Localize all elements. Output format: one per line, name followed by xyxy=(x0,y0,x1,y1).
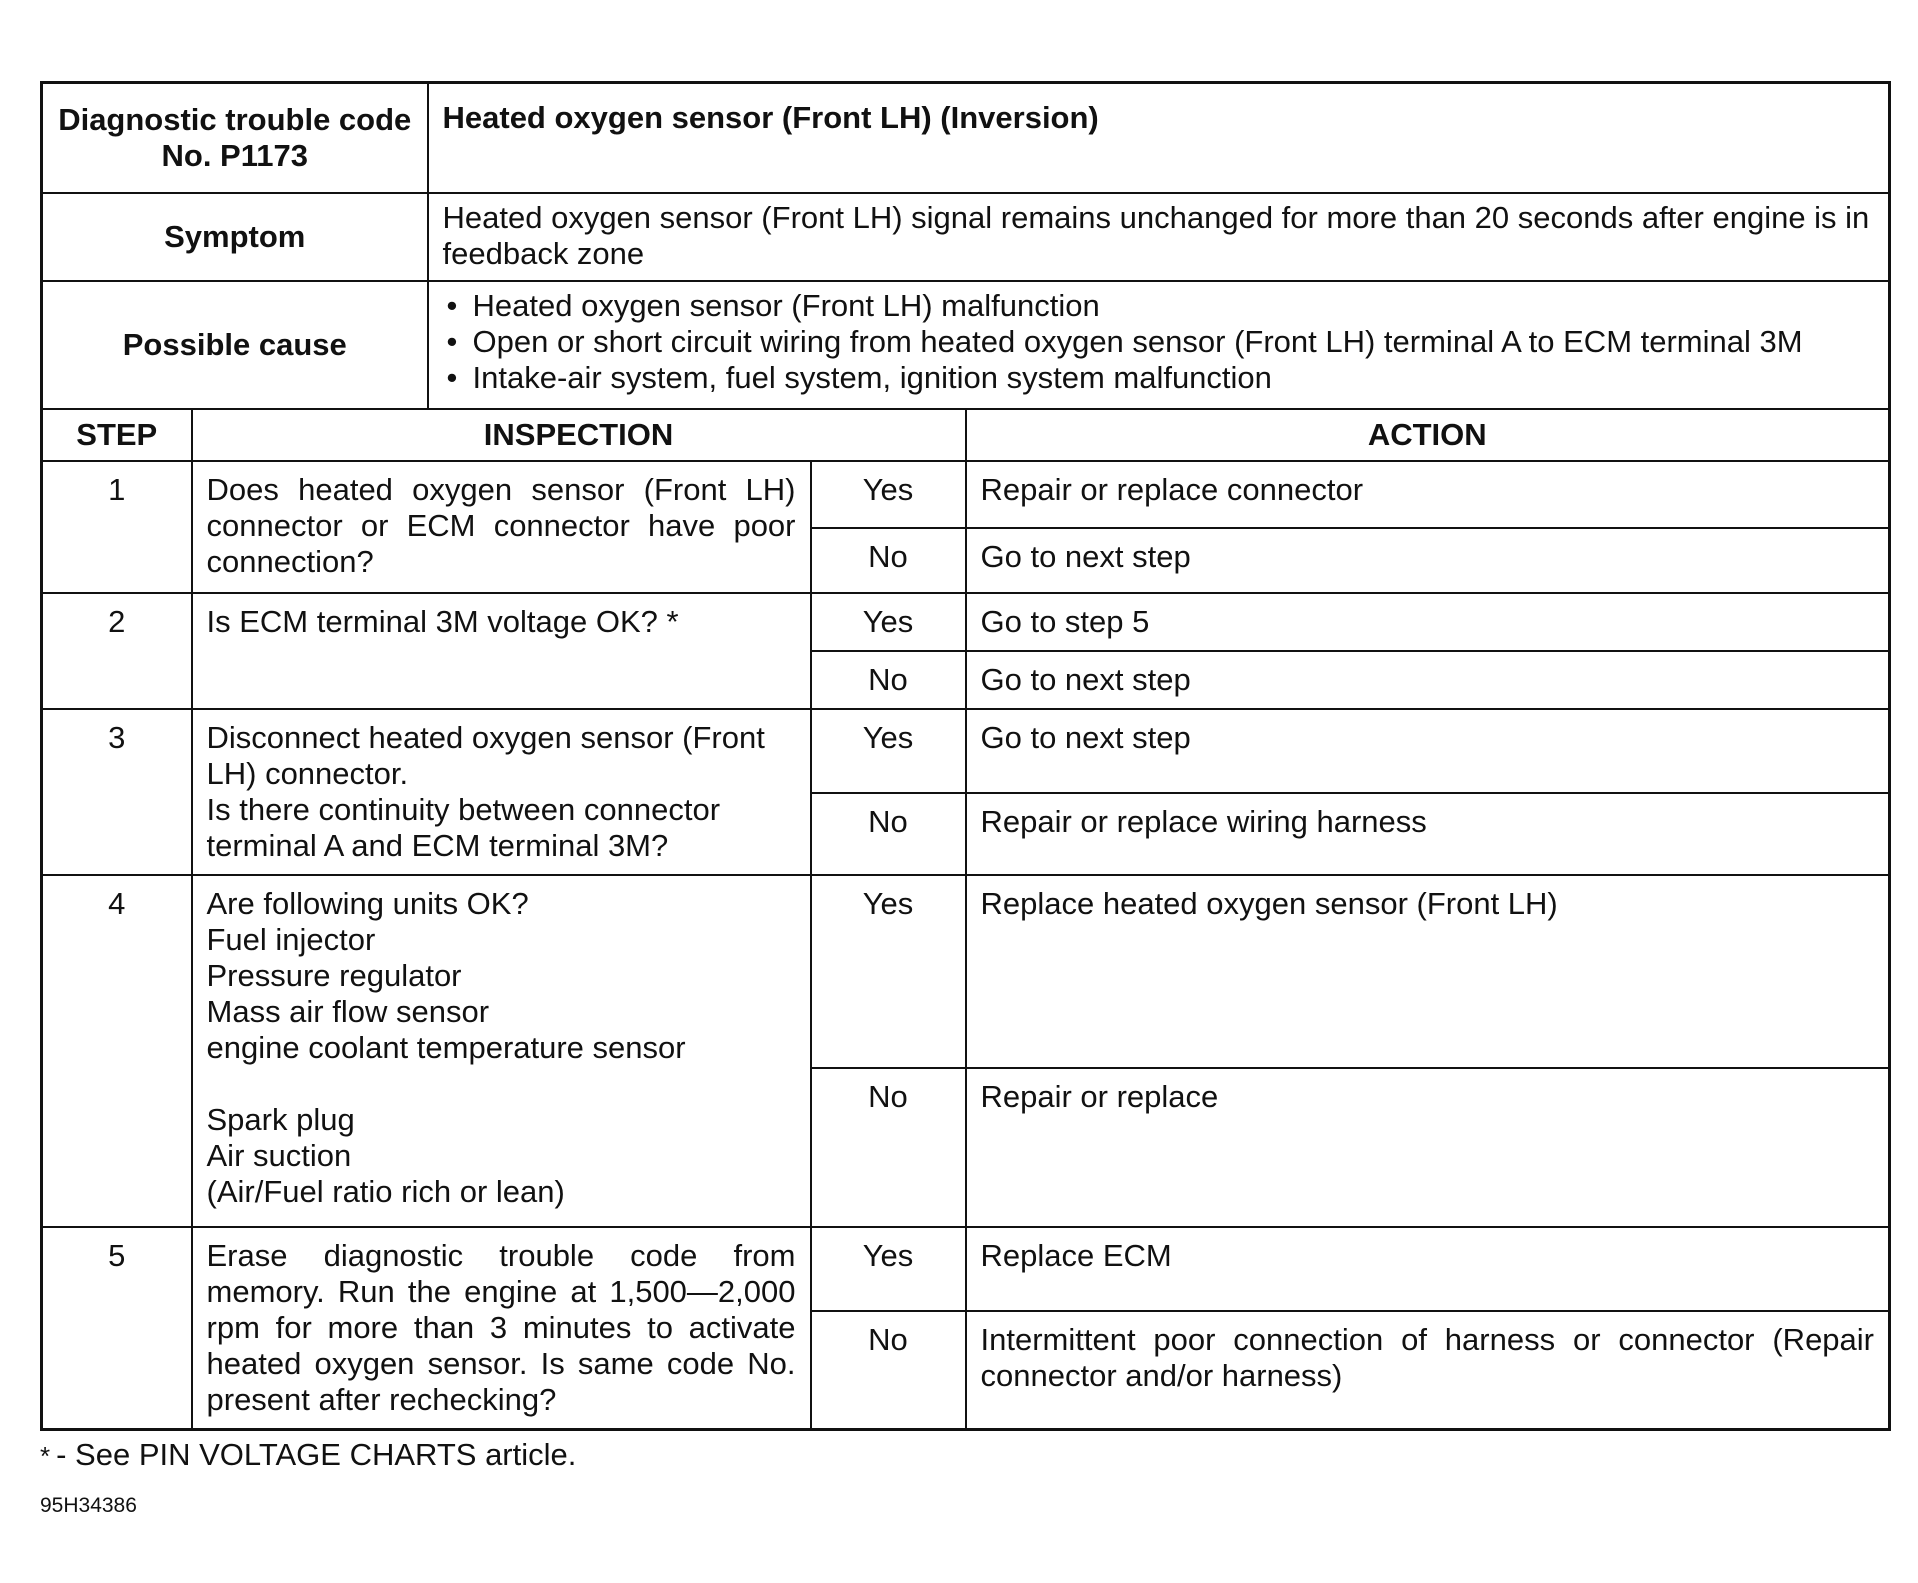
inspection-spacer xyxy=(207,1066,796,1102)
footnote-text: - See PIN VOLTAGE CHARTS article. xyxy=(56,1437,577,1472)
no-action: Go to next step xyxy=(966,528,1890,593)
step-row xyxy=(42,875,1890,1068)
yes-label: Yes xyxy=(811,461,966,528)
no-label: No xyxy=(811,793,966,875)
cause-list xyxy=(443,288,1875,396)
symptom-label: Symptom xyxy=(42,193,428,281)
inspection-line: Pressure regulator xyxy=(206,957,462,993)
yes-label: Yes xyxy=(811,875,966,1068)
inspection-line: Mass air flow sensor xyxy=(206,993,490,1029)
yes-label: Yes xyxy=(811,709,966,794)
dtc-title: Heated oxygen sensor (Front LH) (Inversion) xyxy=(428,83,1890,193)
yes-label: Yes xyxy=(811,593,966,651)
cause-row xyxy=(42,281,1890,409)
no-action: Go to next step xyxy=(966,651,1890,709)
cause-label: Possible cause xyxy=(42,281,428,409)
cause-item: • Intake-air system, fuel system, ignition system malfunction xyxy=(443,360,1875,396)
step-number: 3 xyxy=(42,709,192,875)
diagnostic-chart xyxy=(40,81,1888,1431)
dtc-label: Diagnostic trouble code No. P1173 xyxy=(42,83,428,193)
cause-list-cell xyxy=(428,281,1890,409)
no-label: No xyxy=(811,528,966,593)
step-number: 5 xyxy=(42,1227,192,1430)
step-inspection xyxy=(192,709,811,875)
inspection-line: engine coolant temperature sensor xyxy=(206,1029,686,1065)
step-number: 4 xyxy=(42,875,192,1227)
yes-action: Replace ECM xyxy=(966,1227,1890,1311)
step-row xyxy=(42,709,1890,794)
inspection-line: Are following units OK? xyxy=(206,885,529,921)
column-header-row xyxy=(42,409,1890,461)
yes-action: Go to next step xyxy=(966,709,1890,794)
no-action: Repair or replace wiring harness xyxy=(966,793,1890,875)
yes-action: Replace heated oxygen sensor (Front LH) xyxy=(966,875,1890,1068)
step-number: 1 xyxy=(42,461,192,593)
yes-action: Repair or replace connector xyxy=(966,461,1890,528)
no-label: No xyxy=(811,1068,966,1227)
yes-label: Yes xyxy=(811,1227,966,1311)
figure-code: 95H34386 xyxy=(40,1494,137,1517)
step-number: 2 xyxy=(42,593,192,709)
step-inspection: Does heated oxygen sensor (Front LH) connector or ECM connector have poor connection? xyxy=(192,461,811,593)
inspection-line: Air suction xyxy=(206,1137,352,1173)
step-inspection xyxy=(192,875,811,1227)
inspection-line: Spark plug xyxy=(206,1101,355,1137)
footnote-mark: * xyxy=(40,1441,51,1471)
column-header-inspection: INSPECTION xyxy=(192,409,966,461)
yes-action: Go to step 5 xyxy=(966,593,1890,651)
inspection-line: Disconnect heated oxygen sensor (Front LH) connector. xyxy=(206,719,765,791)
inspection-line: Fuel injector xyxy=(206,921,376,957)
no-label: No xyxy=(811,651,966,709)
step-inspection: Is ECM terminal 3M voltage OK? * xyxy=(192,593,811,709)
step-inspection: Erase diagnostic trouble code from memory. Run the engine at 1,500—2,000 rpm for more than 3 minutes to activate heated oxygen sensor. Is same code No. present after rechecking? xyxy=(192,1227,811,1430)
footnote xyxy=(40,1436,576,1475)
symptom-row xyxy=(42,193,1890,281)
inspection-line: Is there continuity between connector terminal A and ECM terminal 3M? xyxy=(206,791,721,863)
step-row xyxy=(42,593,1890,651)
symptom-text: Heated oxygen sensor (Front LH) signal remains unchanged for more than 20 seconds after engine is in feedback zone xyxy=(428,193,1890,281)
diagnostic-table xyxy=(40,81,1891,1431)
cause-item: • Open or short circuit wiring from heated oxygen sensor (Front LH) terminal A to ECM terminal 3M xyxy=(443,324,1875,360)
no-action: Intermittent poor connection of harness or connector (Repair connector and/or harness) xyxy=(966,1311,1890,1429)
column-header-action: ACTION xyxy=(966,409,1890,461)
cause-item: • Heated oxygen sensor (Front LH) malfunction xyxy=(443,288,1875,324)
step-row xyxy=(42,461,1890,528)
inspection-line: (Air/Fuel ratio rich or lean) xyxy=(206,1173,565,1209)
step-row xyxy=(42,1227,1890,1311)
column-header-step: STEP xyxy=(42,409,192,461)
no-label: No xyxy=(811,1311,966,1429)
dtc-row xyxy=(42,83,1890,193)
no-action: Repair or replace xyxy=(966,1068,1890,1227)
